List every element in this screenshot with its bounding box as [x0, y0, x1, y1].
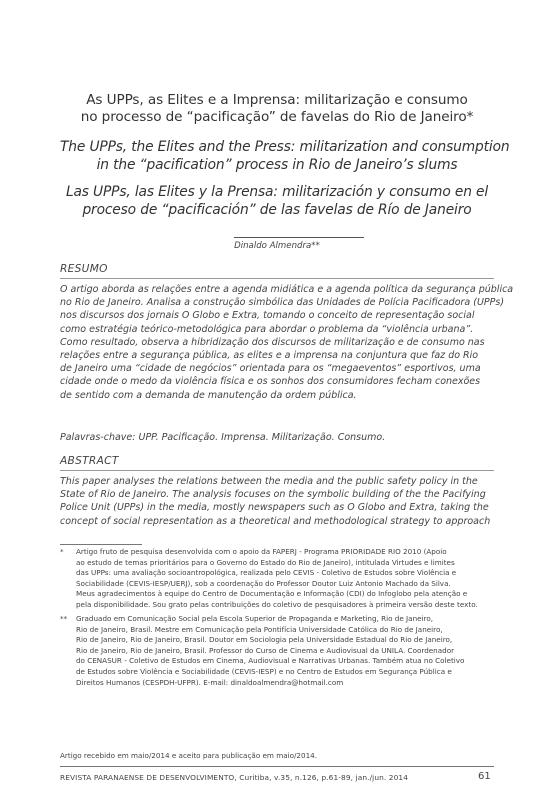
- title-portuguese: [60, 92, 494, 126]
- resumo-line: O artigo aborda as relações entre a agenda midiática e a agenda política da segurança pública: [60, 284, 514, 295]
- resumo-line: relações entre a segurança pública, as elites e a imprensa na conjuntura que faz do Rio: [60, 350, 479, 362]
- resumo-line: de sentido com a demanda de manutenção da ordem pública.: [60, 389, 357, 401]
- footnote-line: Rio de Janeiro, Brasil. Mestre em Comunicação pela Pontifícia Universidade Católica do Rio de Janeiro,: [76, 624, 443, 634]
- footnote-2: [60, 614, 500, 688]
- footnote-divider: [60, 544, 142, 545]
- title-es-line: Las UPPs, las Elites y la Prensa: militarización y consumo en el: [65, 184, 489, 200]
- footnote-line: Rio de Janeiro, Rio de Janeiro, Brasil. Professor do Curso de Cinema e Audiovisual da UNILA. Coordenador: [76, 645, 455, 655]
- abstract-line: Police Unit (UPPs) in the media, mostly newspapers such as O Globo and Extra, taking the: [60, 502, 489, 514]
- title-en-line: The UPPs, the Elites and the Press: militarization and consumption: [60, 139, 510, 155]
- abstract-divider: [60, 470, 494, 471]
- page-number: 61: [478, 771, 491, 782]
- journal-citation: REVISTA PARANAENSE DE DESENVOLVIMENTO, Curitiba, v.35, n.126, p.61-89, jan./jun. 2014: [60, 773, 408, 782]
- footnote-line: Meus agradecimentos à equipe do Centro de Documentação e Informação (CDI) do Infoglobo pela atenção e: [76, 589, 468, 599]
- title-spanish: [60, 183, 494, 219]
- title-es-line: proceso de “pacificación” de las favelas de Río de Janeiro: [82, 202, 472, 218]
- footnote-line: de Estudos sobre Violência e Sociabilidade (CEVIS-IESP) e no Centro de Estudos em Segurança Pública e: [76, 666, 452, 676]
- resumo-line: Como resultado, observa a hibridização dos discursos de militarização e de consumo nas: [60, 336, 485, 348]
- keywords: Palavras-chave: UPP. Pacificação. Imprensa. Militarização. Consumo.: [60, 432, 386, 443]
- title-pt-line: no processo de “pacificação” de favelas do Rio de Janeiro*: [80, 109, 474, 125]
- footnote-1: [60, 547, 500, 611]
- title-pt-line: As UPPs, as Elites e a Imprensa: militarização e consumo: [86, 92, 468, 108]
- footnote-line: Direitos Humanos (CESPDH-UFPR). E-mail: dinaldoalmendra@hotmail.com: [76, 677, 344, 687]
- abstract-line: concept of social representation as a theoretical and methodological strategy to approach: [60, 515, 491, 527]
- title-en-line: in the “pacification” process in Rio de Janeiro’s slums: [96, 157, 458, 173]
- footnote-line: pela disponibilidade. Sou grato pelas contribuições do coletivo de pesquisadores à primeira versão deste texto.: [76, 599, 478, 609]
- abstract-line: This paper analyses the relations between the media and the public safety policy in the: [60, 476, 478, 487]
- footnote-line: Graduado em Comunicação Social pela Escola Superior de Propaganda e Marketing, Rio de Janeiro,: [76, 614, 434, 623]
- footnote-line: das UPPs: uma avaliação socioantropológica, realizada pelo CEVIS - Coletivo de Estudos sobre Violência e: [76, 568, 457, 578]
- footnote-line: Artigo fruto de pesquisa desenvolvida com o apoio da FAPERJ - Programa PRIORIDADE RIO 2010 (Apoio: [76, 547, 447, 556]
- footnote-line: do CENASUR - Coletivo de Estudos em Cinema, Audiovisual e Narrativas Urbanas. Também atua no Coletivo: [76, 656, 465, 666]
- title-english: [60, 138, 510, 174]
- abstract-body: [60, 475, 500, 528]
- footnote-line: Rio de Janeiro, Rio de Janeiro, Brasil. Doutor em Sociologia pela Universidade Estadual do Rio de Janeiro,: [76, 635, 453, 645]
- resumo-line: no Rio de Janeiro. Analisa a construção simbólica das Unidades de Polícia Pacificadora (UPPs): [60, 297, 505, 309]
- abstract-heading: ABSTRACT: [60, 455, 119, 467]
- author-name: Dinaldo Almendra**: [234, 241, 320, 251]
- footnote-marker: *: [60, 547, 64, 556]
- resumo-divider: [60, 278, 494, 279]
- resumo-line: como estratégia teórico-metodológica para abordar o problema da “violência urbana”.: [60, 323, 474, 335]
- footnote-marker: **: [60, 614, 68, 623]
- footnote-line: ao estudo de temas prioritários para o Governo do Estado do Rio de Janeiro), intitulada Virtudes e limites: [76, 557, 455, 567]
- footer-divider: [60, 766, 494, 767]
- resumo-line: nos discursos dos jornais O Globo e Extra, tomando o conceito de representação social: [60, 310, 475, 322]
- resumo-line: cidade onde o medo da violência física e os sonhos dos consumidores fecham conexões: [60, 376, 481, 388]
- resumo-body: [60, 283, 514, 402]
- resumo-heading: RESUMO: [60, 263, 108, 275]
- received-note: Artigo recebido em maio/2014 e aceito para publicação em maio/2014.: [60, 751, 318, 760]
- abstract-line: State of Rio de Janeiro. The analysis focuses on the symbolic building of the the Pacifying: [60, 489, 486, 501]
- author-divider: [234, 237, 364, 238]
- resumo-line: de Janeiro uma “cidade de negócios” orientada para os “megaeventos” esportivos, uma: [60, 363, 481, 375]
- footnote-line: Sociabilidade (CEVIS-IESP/UERJ), sob a coordenação do Professor Doutor Luiz Antonio Machado da Silva.: [76, 578, 451, 588]
